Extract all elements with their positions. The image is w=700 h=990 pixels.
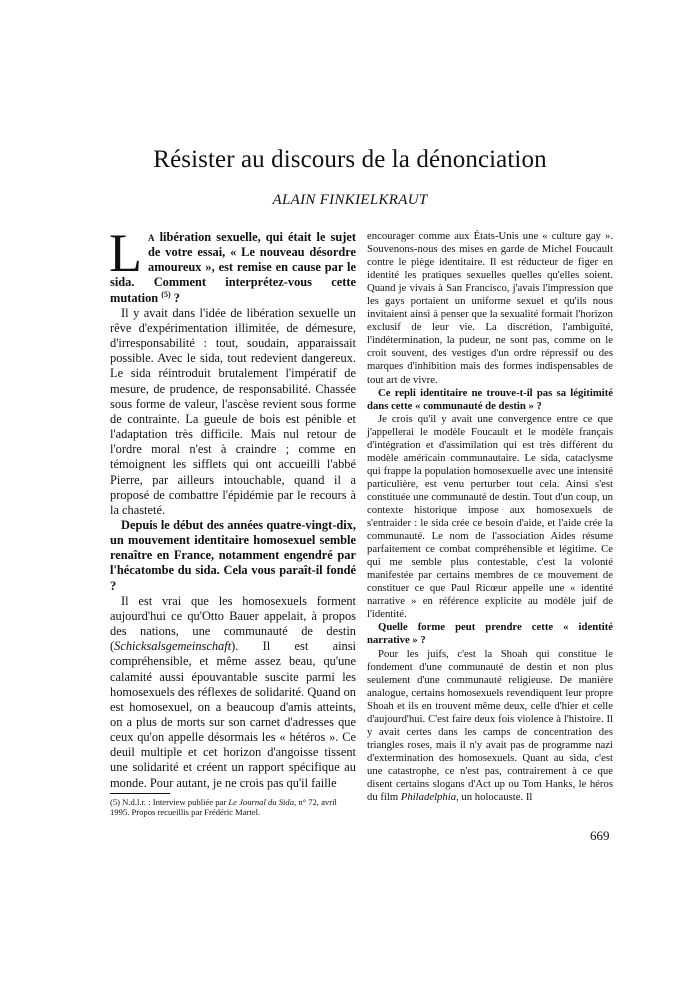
answer-1: Il y avait dans l'idée de libération sexuelle un rêve d'expérimentation illimitée, de démesure, d'irresponsabilité : tout, soudain, apparaissait possible. Avec le sida, tout redevient dangereux. Le sida réintroduit brutalement l'impératif de mesure, de prudence, de responsabilité. Chassée sous forme de valeur, l'ascèse revient sous forme de contrainte. La gueule de bois est pénible et l'adaptation très difficile. Mais nul retour de l'ordre moral n'est à craindre ; comme en témoignent les sifflets qui ont accueilli l'abbé Pierre, par ailleurs intouchable, quand il a proposé de combattre l'épidémie par le recours à la chasteté. [110, 305, 356, 517]
question-1-leadin: a [148, 230, 155, 244]
article-title: Résister au discours de la dénonciation [153, 146, 547, 173]
answer-2-part2: ). Il est ainsi compréhensible, et même assez beau, qu'une calamité aussi épouvantable suscite parmi les homosexuels des réflexes de solidarité. Quand on est homosexuel, on a beaucoup d'amis atteints, on a plus de morts sur son carnet d'adresses que ceux qu'on appelle désormais les « hétéros ». Ce deuil multiple et cet horizon d'angoisse tissent une solidarité et créent un rapport spécifique au monde. Pour autant, je ne crois pas qu'il faille [110, 639, 356, 790]
footnote-suffix: , n° 72, avril 1995. Propos recueillis par Frédéric Martel. [110, 797, 337, 818]
answer-4-part2: , un holocauste. Il [456, 791, 533, 804]
page-number: 669 [590, 828, 610, 843]
answer-4-part1: Pour les juifs, c'est la Shoah qui constitue le fondement d'une communauté de destin et non plus seulement d'une communauté religieuse. De manière analogue, certains homosexuels revendiquent leur propre Shoah et ils en trouvent même deux, celle d'hier et celle d'aujourd'hui. C'est faire deux fois violence à l'histoire. Il y avait certes dans les camps de concentration des triangles roses, mais il n'y avait pas de programme nazi d'extermination des homosexuels. Quant au sida, c'est une catastrophe, ce n'est pas, contrairement à ce que disent certains slogans d'Act up ou Tom Hanks, le héros du film [367, 647, 613, 804]
answer-2-term: Schicksalsgemeinschaft [114, 639, 232, 654]
question-3: Ce repli identitaire ne trouve-t-il pas sa légitimité dans cette « communauté de destin » ? [367, 386, 613, 412]
answer-2 [110, 594, 356, 791]
question-1 [109, 223, 356, 306]
question-4: Quelle forme peut prendre cette « identité narrative » ? [367, 621, 613, 647]
answer-4 [367, 648, 613, 805]
footnote-journal: Le Journal du Sida [228, 797, 295, 807]
question-1-text: libération sexuelle, qui était le sujet de votre essai, « Le nouveau désordre amoureux », est remise en cause par le sida. Comment interprétez-vous cette mutation [110, 230, 356, 305]
answer-2-continued: encourager comme aux États-Unis une « culture gay ». Souvenons-nous des mises en garde de Michel Foucault contre le piège identitaire. Il est réducteur de figer en identité les pratiques sexuelles quelles qu'elles soient. Quand je vivais à San Francisco, j'avais l'impression que les gays portaient un uniforme sexuel et qu'ils nous invitaient ainsi à penser que la sexualité formait l'horizon exclusif de leur vie. La discrétion, l'ambiguïté, l'indétermination, la pudeur, ne sont pas, comme on le croit souvent, des vestiges d'un ordre répressif ou des marques d'inhibition mais des formes indispensables de tout art de vivre. [367, 230, 613, 386]
left-column [109, 223, 356, 791]
article-author: ALAIN FINKIELKRAUT [272, 192, 428, 208]
drop-cap: L [109, 223, 142, 283]
footnote-prefix: (5) N.d.l.r. : Interview publiée par [110, 797, 229, 807]
answer-3: Je crois qu'il y avait une convergence entre ce que j'appellerai le modèle Foucault et le modèle français d'intégration et d'assimilation qui est très différent du modèle américain communautaire. Le sida, cataclysme qui frappe la population homosexuelle avec une intensité particulière, est venu perturber tout cela. Ainsi s'est constituée une communauté de destin. Tout d'un coup, un contexte historique impose aux homosexuels de s'entraider : le sida crée ce besoin d'aide, et l'aide crée la communauté. Le nom de l'association Aides résume parfaitement ce combat compréhensible et légitime. Ce qui me semble plus contestable, c'est la volonté manifestée par certains membres de ce mouvement de constituer ce que Paul Ricœur appelle une « identité narrative » en référence explicite au modèle juif de l'identité. [367, 412, 613, 621]
question-2: Depuis le début des années quatre-vingt-dix, un mouvement identitaire homosexuel semble renaître en France, notamment engendré par l'hécatombe du sida. Cela vous paraît-il fondé ? [110, 517, 356, 593]
answer-2-part1: Il est vrai que les homosexuels forment aujourd'hui ce qu'Otto Bauer appelait, à propos des nations, une communauté de destin ( [110, 593, 356, 654]
footnote [110, 797, 356, 817]
answer-4-film: Philadelphia [400, 791, 457, 804]
footnote-ref-5: (5) [161, 289, 171, 299]
question-1-end: ? [170, 290, 180, 305]
right-column [367, 230, 613, 804]
footnote-rule [110, 793, 170, 794]
